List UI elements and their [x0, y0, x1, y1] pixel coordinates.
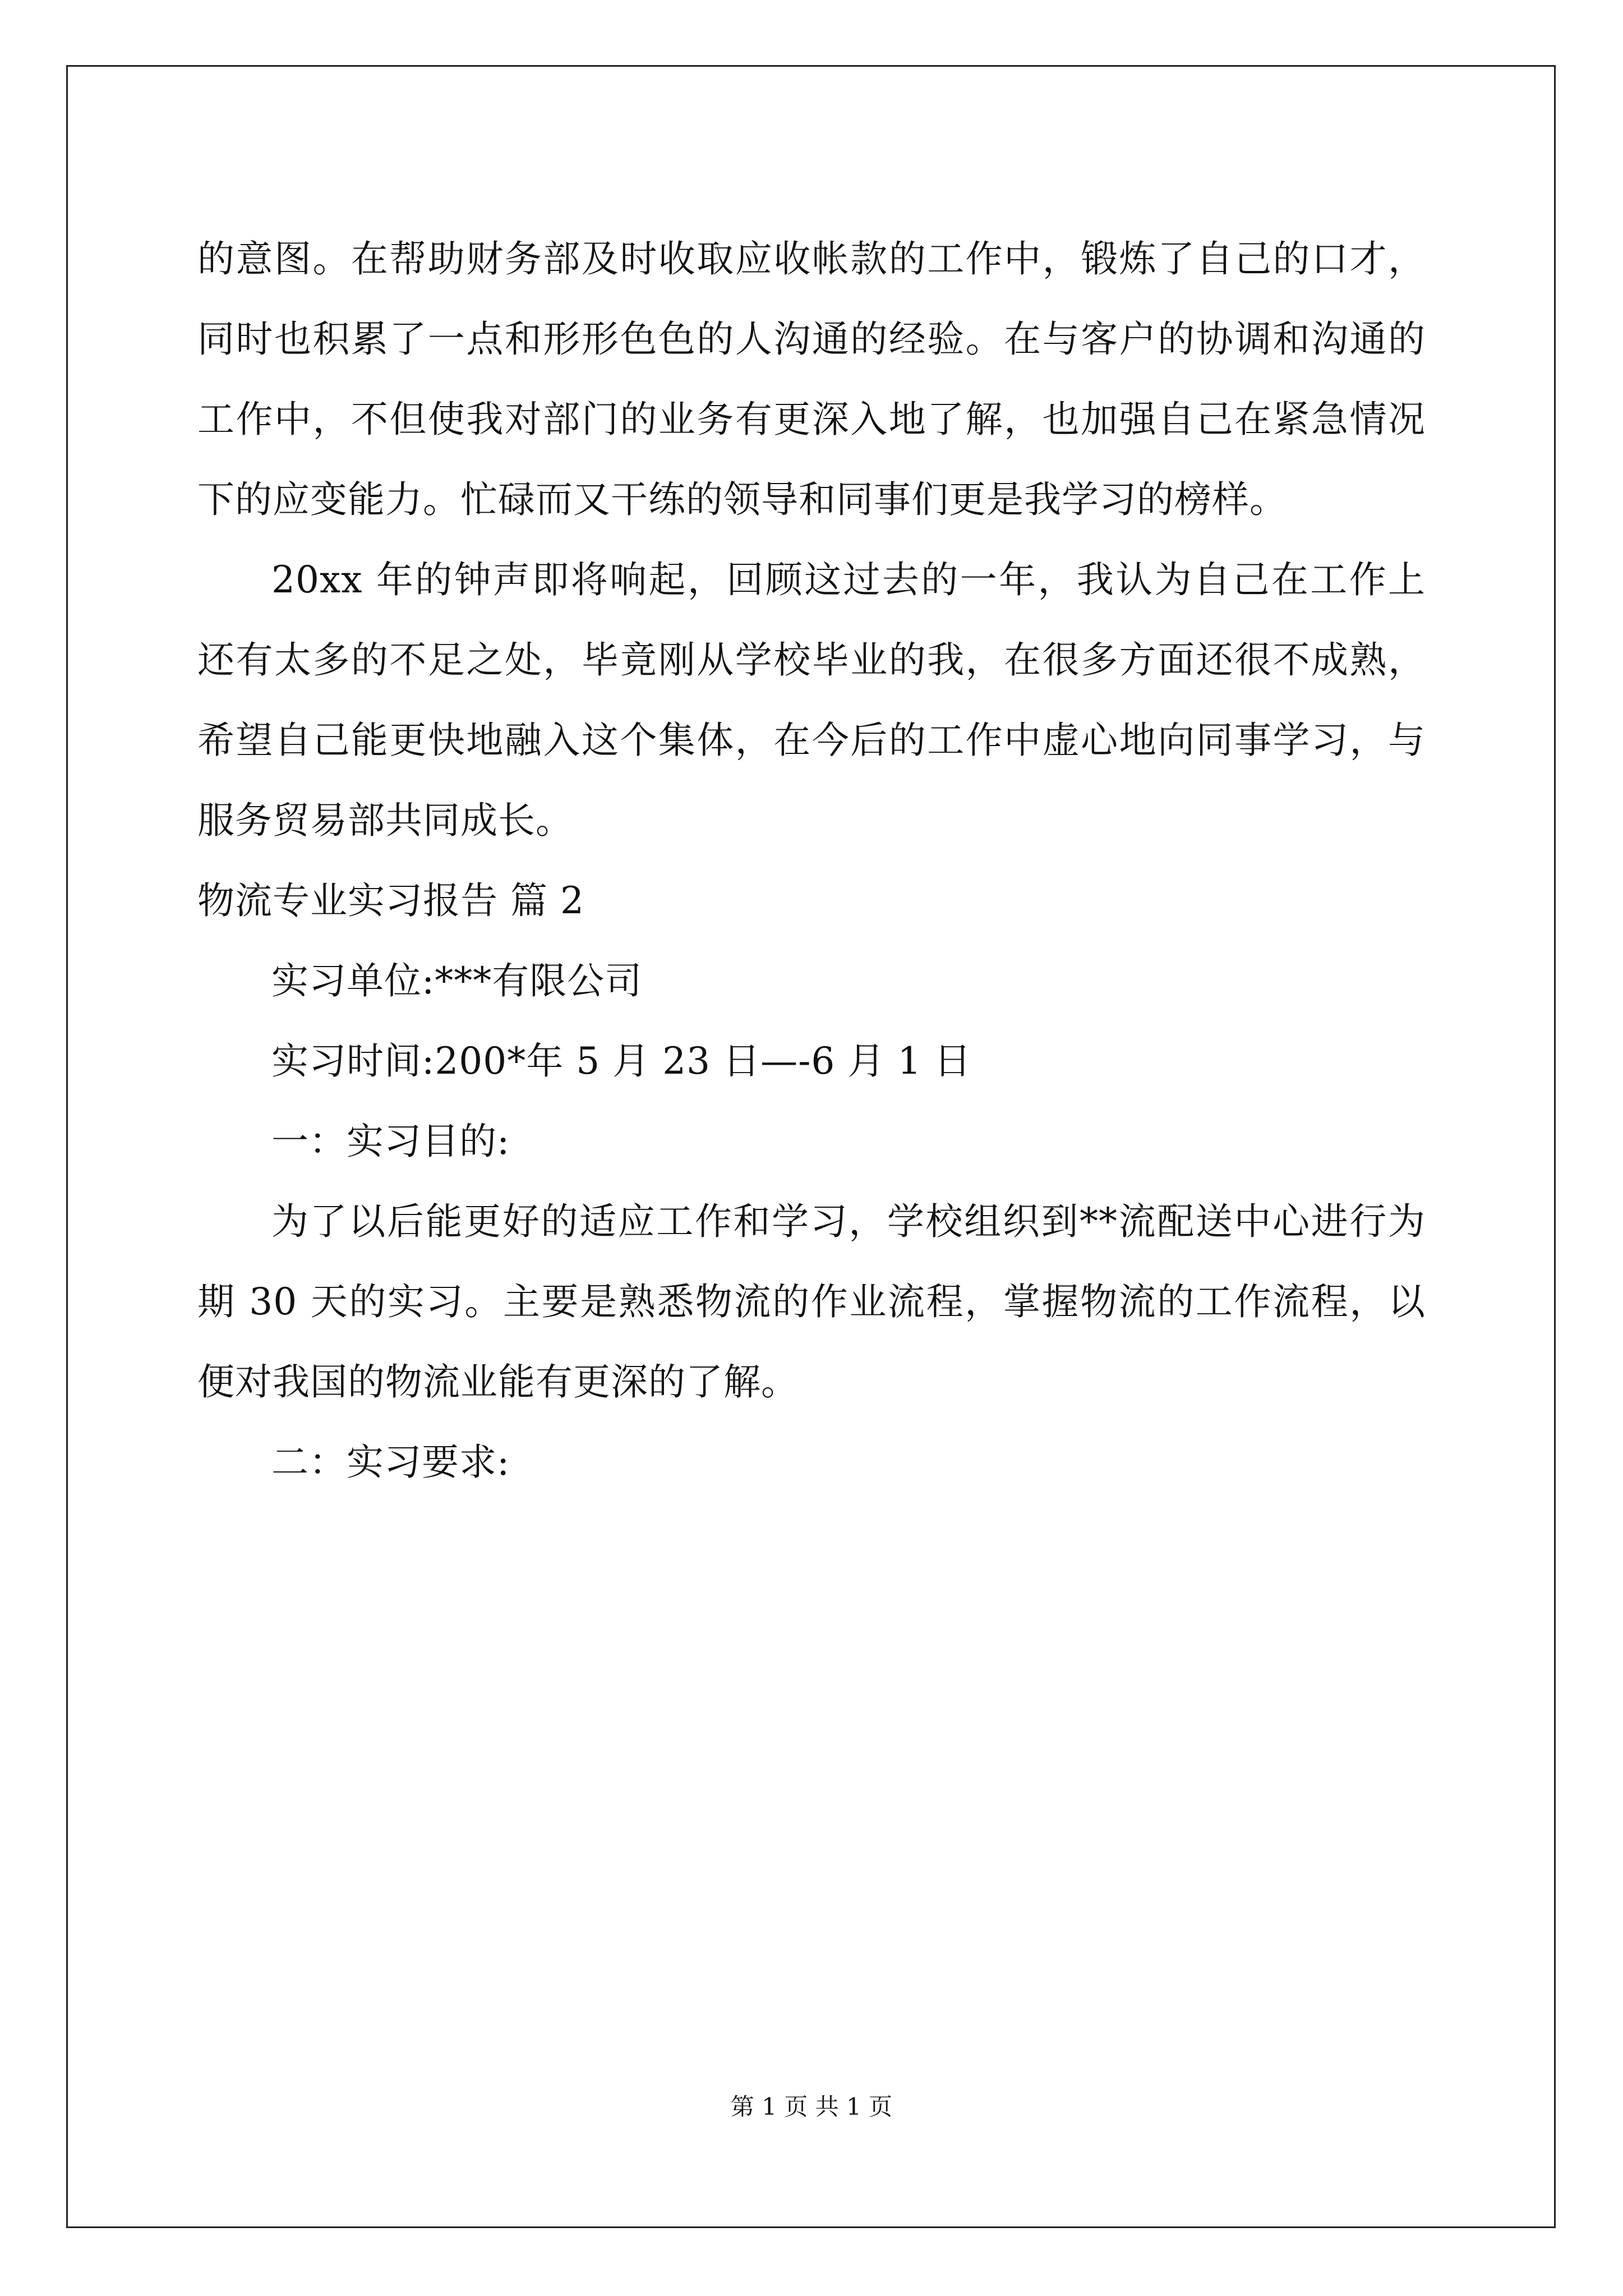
- paragraph-purpose: 为了以后能更好的适应工作和学习，学校组织到**流配送中心进行为期 30 天的实习。主要是熟悉物流的作业流程，掌握物流的工作流程，以便对我国的物流业能有更深的了解。: [197, 1200, 1426, 1404]
- paragraph-year-review: 20xx 年的钟声即将响起，回顾这过去的一年，我认为自己在工作上还有太多的不足之处，毕竟刚从学校毕业的我，在很多方面还很不成熟，希望自己能更快地融入这个集体，在今后的工作中虚心地向同事学习，与服务贸易部共同成长。: [197, 558, 1426, 842]
- heading-purpose: 一：实习目的:: [271, 1120, 510, 1163]
- internship-time: 实习时间:200*年 5 月 23 日—-6 月 1 日: [271, 1039, 972, 1083]
- document-body: [197, 219, 1426, 1502]
- paragraph-continuation: 的意图。在帮助财务部及时收取应收帐款的工作中，锻炼了自己的口才，同时也积累了一点和形形色色的人沟通的经验。在与客户的协调和沟通的工作中，不但使我对部门的业务有更深入地了解，也加强自己在紧急情况下的应变能力。忙碌而又干练的领导和同事们更是我学习的榜样。: [197, 237, 1426, 521]
- page-footer: 第 1 页 共 1 页: [730, 2093, 893, 2120]
- section-title: 物流专业实习报告 篇 2: [197, 879, 584, 922]
- internship-unit: 实习单位:***有限公司: [271, 959, 643, 1002]
- heading-requirements: 二：实习要求:: [271, 1441, 510, 1484]
